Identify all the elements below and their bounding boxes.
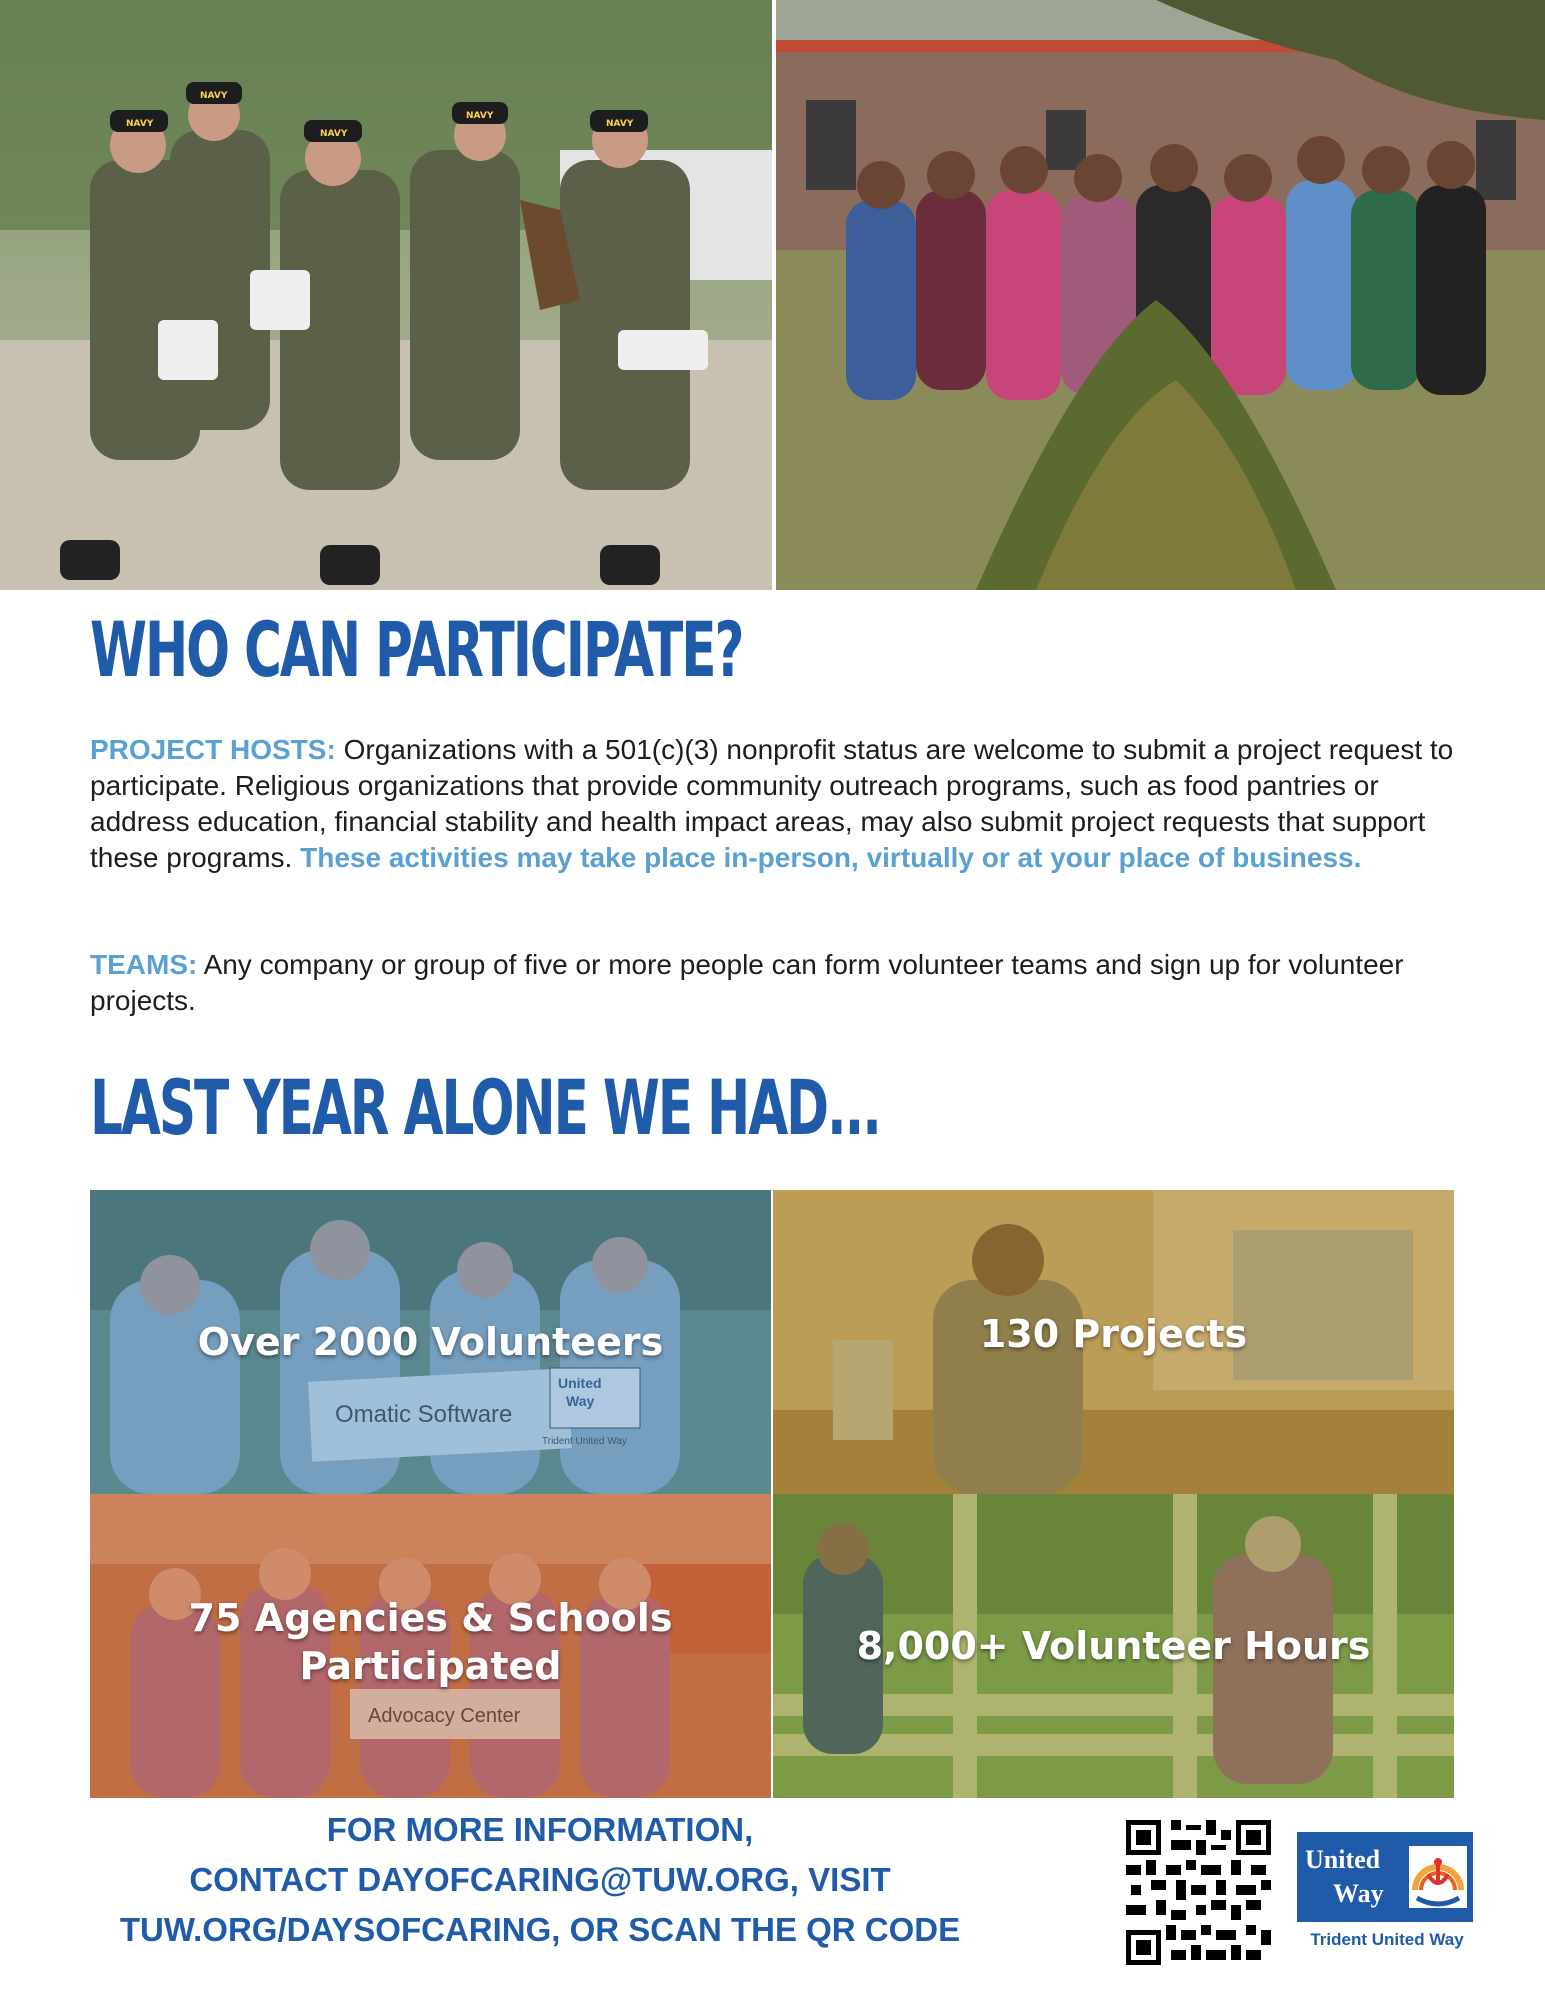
stat-tile-volunteers — [90, 1190, 771, 1494]
united-way-logo — [1297, 1832, 1473, 1922]
svg-text:NAVY: NAVY — [200, 91, 228, 101]
last-year-heading: LAST YEAR ALONE WE HAD... — [90, 1063, 880, 1152]
project-hosts-text: Organizations with a 501(c)(3) nonprofit status are welcome to submit a project request to participate. Religious organizations that provide community outreach programs, such as food pantries or address education, financial stability and health impact areas, may also submit project requests that support these programs. — [90, 734, 1454, 873]
teams-label: TEAMS: — [90, 949, 198, 980]
stat-volunteers: Over 2000 Volunteers — [197, 1320, 664, 1364]
teams-text: Any company or group of five or more people can form volunteer teams and sign up for volunteer projects. — [90, 949, 1404, 1016]
who-can-participate-heading: WHO CAN PARTICIPATE? — [90, 605, 743, 694]
project-hosts-label: PROJECT HOSTS: — [90, 734, 336, 765]
svg-text:Advocacy Center: Advocacy Center — [368, 1705, 521, 1727]
svg-text:Omatic Software: Omatic Software — [335, 1401, 513, 1428]
svg-text:NAVY: NAVY — [606, 119, 634, 129]
teams-paragraph — [90, 947, 1460, 1019]
contact-line-1: FOR MORE INFORMATION, — [326, 1811, 754, 1848]
contact-info — [60, 1805, 1020, 1955]
stat-hours: 8,000+ Volunteer Hours — [856, 1624, 1371, 1668]
stat-tile-hours — [773, 1494, 1454, 1798]
united-way-subtitle: Trident United Way — [1310, 1930, 1464, 1949]
group-volunteers-photo — [776, 0, 1545, 590]
contact-line-3[interactable]: TUW.ORG/DAYSOFCARING, OR SCAN THE QR CODE — [119, 1911, 961, 1948]
svg-text:NAVY: NAVY — [126, 119, 154, 129]
project-hosts-paragraph — [90, 732, 1460, 876]
stats-grid — [90, 1190, 1454, 1798]
stat-projects: 130 Projects — [979, 1312, 1248, 1356]
stat-agencies: 75 Agencies & Schools Participated — [188, 1596, 673, 1688]
stat-tile-agencies — [90, 1494, 771, 1798]
svg-text:NAVY: NAVY — [320, 129, 348, 139]
contact-line-2[interactable]: CONTACT DAYOFCARING@TUW.ORG, VISIT — [189, 1861, 891, 1898]
svg-text:NAVY: NAVY — [466, 111, 494, 121]
svg-text:Trident United Way: Trident United Way — [542, 1436, 627, 1447]
navy-volunteers-photo — [0, 0, 772, 590]
svg-text:Way: Way — [566, 1393, 595, 1409]
svg-text:Way: Way — [1333, 1879, 1384, 1908]
qr-code-icon[interactable] — [1126, 1820, 1271, 1965]
svg-text:United: United — [558, 1375, 602, 1391]
stat-tile-projects — [773, 1190, 1454, 1494]
united-way-hand-icon — [1409, 1846, 1467, 1908]
project-hosts-highlight: These activities may take place in-person, virtually or at your place of business. — [300, 842, 1362, 873]
svg-text:United: United — [1305, 1845, 1381, 1874]
